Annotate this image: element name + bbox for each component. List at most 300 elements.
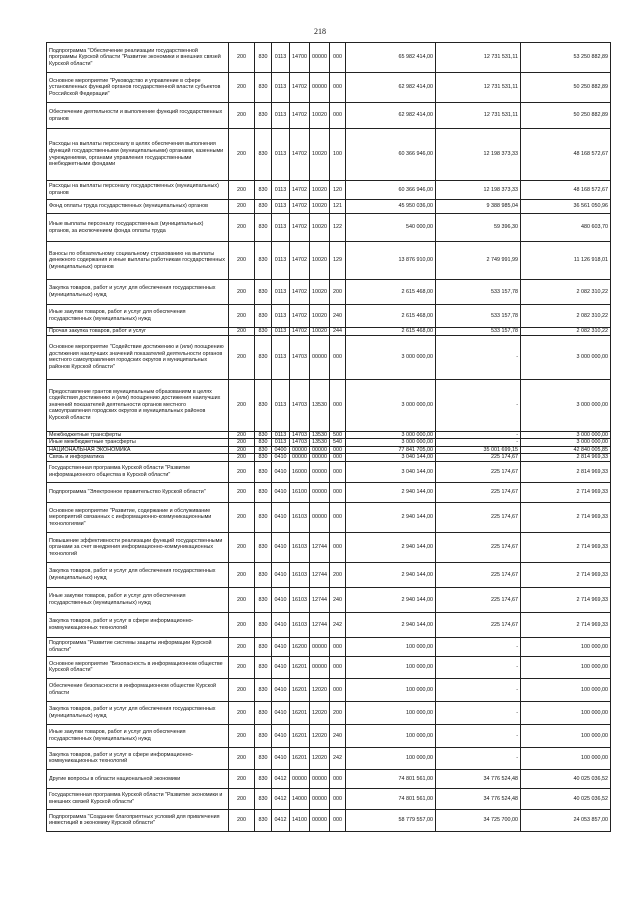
row-remaining: 2 714 969,33	[521, 587, 611, 612]
row-code: 200	[229, 701, 255, 724]
row-program: 16201	[290, 724, 310, 747]
row-section: 0410	[272, 461, 290, 482]
row-program: 14702	[290, 280, 310, 305]
row-section: 0113	[272, 214, 290, 242]
row-expense-type: 540	[330, 439, 346, 447]
row-program: 14702	[290, 181, 310, 200]
row-executed: 34 776 524,48	[436, 769, 521, 788]
row-executed: 59 396,30	[436, 214, 521, 242]
row-grbs: 830	[255, 73, 272, 103]
row-executed: 12 198 373,33	[436, 129, 521, 181]
row-program: 14702	[290, 200, 310, 214]
row-section: 0410	[272, 532, 290, 562]
row-section: 0412	[272, 809, 290, 831]
row-remaining: 2 714 969,33	[521, 502, 611, 532]
row-grbs: 830	[255, 701, 272, 724]
row-code: 200	[229, 482, 255, 502]
row-grbs: 830	[255, 181, 272, 200]
row-approved: 2 940 144,00	[346, 502, 436, 532]
row-direction: 12744	[310, 612, 330, 637]
row-name: Основное мероприятие "Безопасность в информационном обществе Курской области"	[47, 656, 229, 678]
table-row	[47, 242, 611, 280]
row-program: 16103	[290, 562, 310, 587]
row-program: 14702	[290, 328, 310, 336]
row-executed: 225 174,67	[436, 587, 521, 612]
row-name: Подпрограмма "Электронное правительство Курской области"	[47, 482, 229, 502]
table-row	[47, 612, 611, 637]
table-row	[47, 43, 611, 73]
table-row	[47, 129, 611, 181]
row-expense-type: 000	[330, 769, 346, 788]
row-program: 14703	[290, 439, 310, 447]
row-program: 00000	[290, 454, 310, 462]
row-grbs: 830	[255, 200, 272, 214]
row-expense-type: 200	[330, 280, 346, 305]
row-name: Иные межбюджетные трансферты	[47, 439, 229, 447]
row-section: 0410	[272, 678, 290, 701]
row-name: Подпрограмма "Развитие системы защиты информации Курской области"	[47, 637, 229, 656]
row-code: 200	[229, 379, 255, 431]
row-remaining: 2 082 310,22	[521, 328, 611, 336]
row-expense-type: 242	[330, 747, 346, 769]
row-executed: 34 725 700,00	[436, 809, 521, 831]
row-executed: -	[436, 747, 521, 769]
row-executed: 2 749 991,99	[436, 242, 521, 280]
row-remaining: 2 082 310,22	[521, 305, 611, 328]
row-grbs: 830	[255, 446, 272, 454]
row-expense-type: 500	[330, 431, 346, 439]
table-row	[47, 328, 611, 336]
row-approved: 540 000,00	[346, 214, 436, 242]
row-executed: 225 174,67	[436, 612, 521, 637]
row-section: 0410	[272, 637, 290, 656]
table-row	[47, 724, 611, 747]
row-direction: 10020	[310, 129, 330, 181]
row-direction: 10020	[310, 181, 330, 200]
row-remaining: 2 714 969,33	[521, 612, 611, 637]
row-direction: 00000	[310, 809, 330, 831]
row-program: 14703	[290, 335, 310, 379]
row-code: 200	[229, 181, 255, 200]
row-expense-type: 244	[330, 328, 346, 336]
row-name: Обеспечение деятельности и выполнение функций государственных органов	[47, 103, 229, 129]
row-expense-type: 120	[330, 181, 346, 200]
row-code: 200	[229, 724, 255, 747]
row-approved: 62 982 414,00	[346, 103, 436, 129]
table-row	[47, 678, 611, 701]
row-code: 200	[229, 454, 255, 462]
table-row	[47, 446, 611, 454]
row-expense-type: 000	[330, 482, 346, 502]
row-executed: 34 776 524,48	[436, 788, 521, 809]
table-row	[47, 587, 611, 612]
row-grbs: 830	[255, 747, 272, 769]
table-row	[47, 200, 611, 214]
row-executed: 35 001 699,15	[436, 446, 521, 454]
row-code: 200	[229, 678, 255, 701]
row-direction: 13530	[310, 379, 330, 431]
row-grbs: 830	[255, 43, 272, 73]
row-program: 14703	[290, 379, 310, 431]
row-code: 200	[229, 103, 255, 129]
row-direction: 10020	[310, 103, 330, 129]
row-code: 200	[229, 280, 255, 305]
row-program: 14000	[290, 788, 310, 809]
table-row	[47, 103, 611, 129]
row-expense-type: 121	[330, 200, 346, 214]
row-grbs: 830	[255, 103, 272, 129]
row-section: 0410	[272, 701, 290, 724]
row-name: Межбюджетные трансферты	[47, 431, 229, 439]
table-row	[47, 788, 611, 809]
row-approved: 100 000,00	[346, 724, 436, 747]
row-program: 14702	[290, 242, 310, 280]
row-program: 14702	[290, 129, 310, 181]
row-executed: 533 157,78	[436, 305, 521, 328]
row-direction: 10020	[310, 242, 330, 280]
row-expense-type: 100	[330, 129, 346, 181]
row-executed: -	[436, 379, 521, 431]
row-remaining: 2 714 969,33	[521, 482, 611, 502]
row-direction: 00000	[310, 502, 330, 532]
row-expense-type: 000	[330, 656, 346, 678]
row-code: 200	[229, 242, 255, 280]
row-expense-type: 000	[330, 43, 346, 73]
row-code: 200	[229, 129, 255, 181]
row-section: 0410	[272, 562, 290, 587]
row-direction: 00000	[310, 335, 330, 379]
row-approved: 3 000 000,00	[346, 379, 436, 431]
table-row	[47, 181, 611, 200]
table-row	[47, 214, 611, 242]
row-direction: 10020	[310, 280, 330, 305]
row-remaining: 100 000,00	[521, 747, 611, 769]
row-name: Иные закупки товаров, работ и услуг для обеспечения государственных (муниципальных) нужд	[47, 305, 229, 328]
row-section: 0410	[272, 454, 290, 462]
row-expense-type: 240	[330, 305, 346, 328]
row-name: Обеспечение безопасности в информационном обществе Курской области	[47, 678, 229, 701]
row-executed: 225 174,67	[436, 454, 521, 462]
row-program: 14100	[290, 809, 310, 831]
row-remaining: 100 000,00	[521, 656, 611, 678]
table-row	[47, 73, 611, 103]
row-grbs: 830	[255, 678, 272, 701]
row-remaining: 2 714 969,33	[521, 532, 611, 562]
row-expense-type: 000	[330, 809, 346, 831]
row-grbs: 830	[255, 305, 272, 328]
table-row	[47, 502, 611, 532]
row-name: Расходы на выплаты персоналу в целях обеспечения выполнения функций государственными (муниципальными) органами, казенными учреждениями, органами управления государственными внебюджетными фондами	[47, 129, 229, 181]
row-remaining: 3 000 000,00	[521, 379, 611, 431]
row-section: 0113	[272, 43, 290, 73]
table-row	[47, 809, 611, 831]
row-executed: 12 731 531,11	[436, 103, 521, 129]
row-remaining: 48 168 572,67	[521, 181, 611, 200]
row-code: 200	[229, 214, 255, 242]
row-remaining: 2 814 969,33	[521, 454, 611, 462]
row-grbs: 830	[255, 328, 272, 336]
row-approved: 3 000 000,00	[346, 335, 436, 379]
row-approved: 100 000,00	[346, 656, 436, 678]
row-direction: 00000	[310, 637, 330, 656]
row-code: 200	[229, 809, 255, 831]
row-name: Фонд оплаты труда государственных (муниципальных) органов	[47, 200, 229, 214]
row-expense-type: 240	[330, 587, 346, 612]
row-grbs: 830	[255, 280, 272, 305]
table-row	[47, 656, 611, 678]
row-grbs: 830	[255, 724, 272, 747]
budget-table	[46, 42, 611, 832]
row-name: Расходы на выплаты персоналу государственных (муниципальных) органов	[47, 181, 229, 200]
row-grbs: 830	[255, 129, 272, 181]
row-code: 200	[229, 431, 255, 439]
row-direction: 12020	[310, 678, 330, 701]
row-program: 16200	[290, 637, 310, 656]
row-approved: 58 779 557,00	[346, 809, 436, 831]
row-approved: 60 366 946,00	[346, 181, 436, 200]
row-direction: 13530	[310, 439, 330, 447]
row-executed: -	[436, 439, 521, 447]
row-name: Предоставление грантов муниципальным образованиям в целях содействия достижению и (или) поощрению достижения наилучших значений показателей деятельности органов местного самоуправления городских округов и муниципальных районов Курской области	[47, 379, 229, 431]
row-program: 16201	[290, 747, 310, 769]
row-grbs: 830	[255, 612, 272, 637]
row-remaining: 3 000 000,00	[521, 335, 611, 379]
row-program: 16201	[290, 678, 310, 701]
row-name: Основное мероприятие "Содействие достижению и (или) поощрению достижения наилучших значений показателей деятельности органов местного самоуправления городских округов и муниципальных районов Курской области"	[47, 335, 229, 379]
row-name: Подпрограмма "Создание благоприятных условий для привлечения инвестиций в экономику Курской области"	[47, 809, 229, 831]
row-expense-type: 129	[330, 242, 346, 280]
row-grbs: 830	[255, 809, 272, 831]
row-program: 14702	[290, 214, 310, 242]
table-row	[47, 637, 611, 656]
row-section: 0113	[272, 439, 290, 447]
row-remaining: 48 168 572,67	[521, 129, 611, 181]
row-approved: 3 000 000,00	[346, 439, 436, 447]
table-row	[47, 769, 611, 788]
row-approved: 60 366 946,00	[346, 129, 436, 181]
row-expense-type: 200	[330, 701, 346, 724]
row-grbs: 830	[255, 769, 272, 788]
row-section: 0113	[272, 328, 290, 336]
row-section: 0412	[272, 769, 290, 788]
row-grbs: 830	[255, 482, 272, 502]
row-approved: 74 801 561,00	[346, 788, 436, 809]
table-row	[47, 532, 611, 562]
row-direction: 00000	[310, 788, 330, 809]
row-remaining: 50 250 882,89	[521, 73, 611, 103]
row-direction: 00000	[310, 461, 330, 482]
row-approved: 74 801 561,00	[346, 769, 436, 788]
table-row	[47, 431, 611, 439]
row-approved: 2 615 468,00	[346, 328, 436, 336]
row-program: 16103	[290, 532, 310, 562]
row-executed: -	[436, 637, 521, 656]
row-name: Прочая закупка товаров, работ и услуг	[47, 328, 229, 336]
row-section: 0113	[272, 280, 290, 305]
row-name: Иные выплаты персоналу государственных (муниципальных) органов, за исключением фонда оплаты труда	[47, 214, 229, 242]
row-code: 200	[229, 73, 255, 103]
row-executed: 533 157,78	[436, 328, 521, 336]
row-direction: 12020	[310, 724, 330, 747]
row-approved: 77 841 705,00	[346, 446, 436, 454]
row-executed: 225 174,67	[436, 461, 521, 482]
row-expense-type: 000	[330, 637, 346, 656]
row-direction: 00000	[310, 446, 330, 454]
row-approved: 2 615 468,00	[346, 280, 436, 305]
row-code: 200	[229, 656, 255, 678]
row-program: 16201	[290, 656, 310, 678]
row-remaining: 11 126 918,01	[521, 242, 611, 280]
row-executed: 225 174,67	[436, 502, 521, 532]
row-approved: 100 000,00	[346, 637, 436, 656]
row-section: 0113	[272, 181, 290, 200]
row-approved: 2 940 144,00	[346, 532, 436, 562]
row-executed: -	[436, 701, 521, 724]
row-section: 0400	[272, 446, 290, 454]
row-grbs: 830	[255, 379, 272, 431]
row-direction: 00000	[310, 656, 330, 678]
row-program: 16103	[290, 502, 310, 532]
row-approved: 2 940 144,00	[346, 587, 436, 612]
row-direction: 00000	[310, 454, 330, 462]
row-name: Закупка товаров, работ и услуг в сфере информационно-коммуникационных технологий	[47, 612, 229, 637]
row-code: 200	[229, 788, 255, 809]
row-grbs: 830	[255, 214, 272, 242]
row-executed: 9 388 985,04	[436, 200, 521, 214]
row-approved: 3 000 000,00	[346, 431, 436, 439]
row-name: Иные закупки товаров, работ и услуг для обеспечения государственных (муниципальных) нужд	[47, 587, 229, 612]
row-name: Иные закупки товаров, работ и услуг для обеспечения государственных (муниципальных) нужд	[47, 724, 229, 747]
row-expense-type: 000	[330, 532, 346, 562]
row-program: 14702	[290, 73, 310, 103]
row-section: 0113	[272, 200, 290, 214]
table-row	[47, 454, 611, 462]
row-direction: 10020	[310, 305, 330, 328]
row-remaining: 100 000,00	[521, 701, 611, 724]
row-expense-type: 242	[330, 612, 346, 637]
row-executed: -	[436, 724, 521, 747]
row-executed: 12 731 531,11	[436, 43, 521, 73]
row-direction: 12020	[310, 747, 330, 769]
row-remaining: 2 814 969,33	[521, 461, 611, 482]
row-expense-type: 000	[330, 335, 346, 379]
row-program: 16000	[290, 461, 310, 482]
row-approved: 62 982 414,00	[346, 73, 436, 103]
row-program: 16100	[290, 482, 310, 502]
row-remaining: 2 714 969,33	[521, 562, 611, 587]
table-row	[47, 439, 611, 447]
row-remaining: 40 025 036,52	[521, 788, 611, 809]
row-grbs: 830	[255, 637, 272, 656]
row-approved: 45 950 036,00	[346, 200, 436, 214]
row-name: Подпрограмма "Обеспечение реализации государственной программы Курской области "Развитие экономики и внешних связей Курской области"	[47, 43, 229, 73]
row-approved: 65 982 414,00	[346, 43, 436, 73]
row-code: 200	[229, 446, 255, 454]
row-code: 200	[229, 328, 255, 336]
table-row	[47, 562, 611, 587]
row-code: 200	[229, 439, 255, 447]
row-code: 200	[229, 532, 255, 562]
table-row	[47, 305, 611, 328]
row-code: 200	[229, 305, 255, 328]
row-code: 200	[229, 587, 255, 612]
row-section: 0410	[272, 747, 290, 769]
row-remaining: 100 000,00	[521, 678, 611, 701]
row-section: 0410	[272, 724, 290, 747]
row-program: 16103	[290, 612, 310, 637]
row-name: Повышение эффективности реализации функций государственными органами за счет внедрения информационно-коммуникационных технологий	[47, 532, 229, 562]
row-approved: 3 040 144,00	[346, 454, 436, 462]
row-grbs: 830	[255, 454, 272, 462]
table-row	[47, 280, 611, 305]
row-program: 00000	[290, 446, 310, 454]
row-name: Закупка товаров, работ и услуг для обеспечения государственных (муниципальных) нужд	[47, 562, 229, 587]
row-grbs: 830	[255, 439, 272, 447]
row-section: 0113	[272, 73, 290, 103]
row-section: 0410	[272, 587, 290, 612]
row-executed: 225 174,67	[436, 482, 521, 502]
row-grbs: 830	[255, 502, 272, 532]
row-direction: 00000	[310, 73, 330, 103]
row-section: 0113	[272, 431, 290, 439]
row-name: Закупка товаров, работ и услуг для обеспечения государственных (муниципальных) нужд	[47, 280, 229, 305]
row-expense-type: 000	[330, 788, 346, 809]
row-direction: 10020	[310, 328, 330, 336]
row-direction: 00000	[310, 43, 330, 73]
row-approved: 13 876 910,00	[346, 242, 436, 280]
row-grbs: 830	[255, 461, 272, 482]
row-grbs: 830	[255, 656, 272, 678]
row-executed: 12 198 373,33	[436, 181, 521, 200]
row-expense-type: 000	[330, 461, 346, 482]
row-expense-type: 000	[330, 103, 346, 129]
row-code: 200	[229, 43, 255, 73]
row-program: 16103	[290, 587, 310, 612]
row-program: 14702	[290, 305, 310, 328]
row-grbs: 830	[255, 335, 272, 379]
table-row	[47, 379, 611, 431]
page-number: 218	[314, 27, 326, 36]
row-code: 200	[229, 612, 255, 637]
row-approved: 2 940 144,00	[346, 612, 436, 637]
row-name: НАЦИОНАЛЬНАЯ ЭКОНОМИКА	[47, 446, 229, 454]
row-program: 14703	[290, 431, 310, 439]
row-remaining: 3 000 000,00	[521, 431, 611, 439]
row-approved: 2 940 144,00	[346, 562, 436, 587]
row-remaining: 36 561 050,96	[521, 200, 611, 214]
row-expense-type: 000	[330, 454, 346, 462]
row-expense-type: 000	[330, 502, 346, 532]
row-direction: 13530	[310, 431, 330, 439]
row-direction: 12744	[310, 587, 330, 612]
row-executed: 225 174,67	[436, 532, 521, 562]
row-section: 0113	[272, 129, 290, 181]
row-section: 0410	[272, 482, 290, 502]
row-expense-type: 122	[330, 214, 346, 242]
row-executed: -	[436, 678, 521, 701]
row-grbs: 830	[255, 532, 272, 562]
row-executed: 12 731 531,11	[436, 73, 521, 103]
row-remaining: 100 000,00	[521, 637, 611, 656]
row-code: 200	[229, 200, 255, 214]
row-grbs: 830	[255, 788, 272, 809]
row-expense-type: 240	[330, 724, 346, 747]
row-section: 0412	[272, 788, 290, 809]
row-remaining: 100 000,00	[521, 724, 611, 747]
row-remaining: 40 025 036,52	[521, 769, 611, 788]
table-row	[47, 335, 611, 379]
row-remaining: 3 000 000,00	[521, 439, 611, 447]
